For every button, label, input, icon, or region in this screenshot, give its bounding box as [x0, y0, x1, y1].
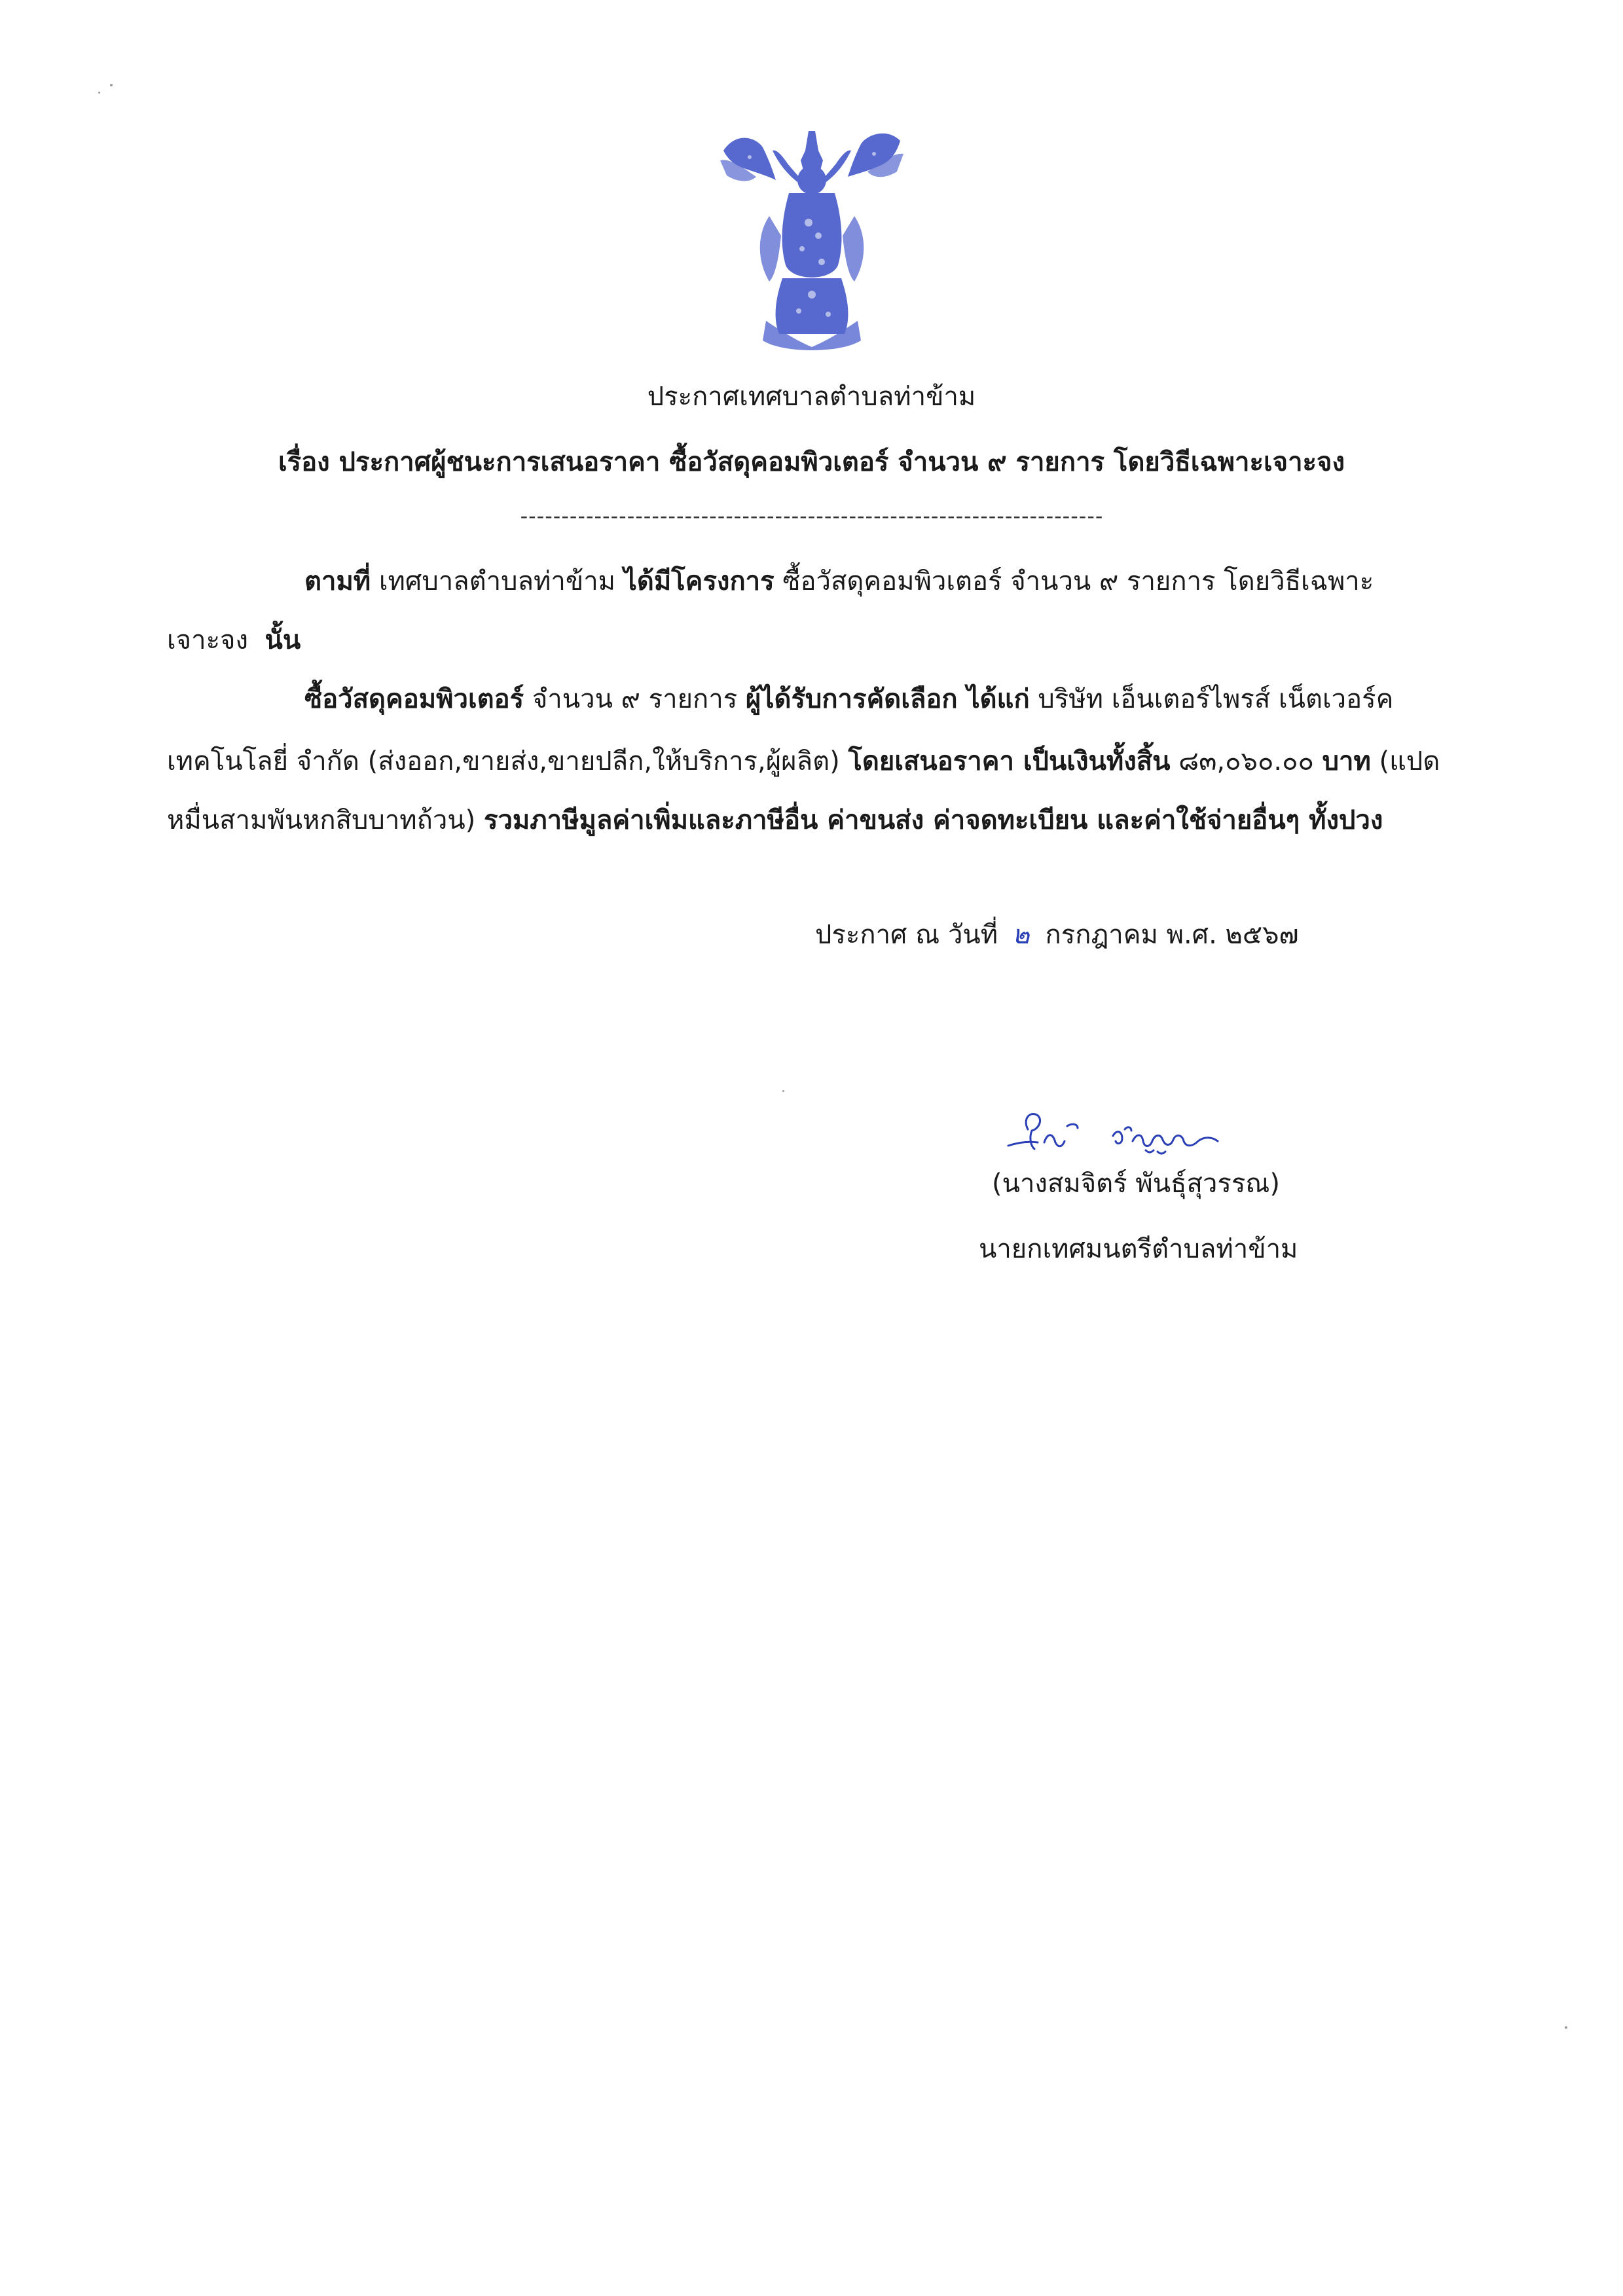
scan-speck [1565, 2026, 1567, 2029]
divider-line: ----------------------------------------------------------------------- [520, 503, 1104, 528]
announcement-date [815, 917, 1299, 953]
p1-part1: เทศบาลตำบลท่าข้าม [371, 566, 624, 596]
garuda-emblem-icon [710, 124, 913, 360]
subject-label: เรื่อง [278, 447, 330, 477]
p2-part1: จำนวน ๙ รายการ [524, 684, 746, 714]
scan-speck [98, 92, 100, 94]
p2-line2-amount: ๘๓,๐๖๐.๐๐ [1170, 746, 1322, 776]
p1-part2: ซื้อวัสดุคอมพิวเตอร์ จำนวน ๙ รายการ โดยวิธีเฉพาะ [774, 566, 1374, 596]
subject-text: ประกาศผู้ชนะการเสนอราคา ซื้อวัสดุคอมพิวเตอร์ จำนวน ๙ รายการ โดยวิธีเฉพาะเจาะจง [338, 447, 1345, 477]
p2-part2: บริษัท เอ็นเตอร์ไพรส์ เน็ตเวอร์ค [1029, 684, 1394, 714]
p2-line2-part1: เทคโนโลยี่ จำกัด (ส่งออก,ขายส่ง,ขายปลีก,ให้บริการ,ผู้ผลิต) [167, 746, 848, 776]
signer-name: (นางสมจิตร์ พันธุ์สุวรรณ) [992, 1169, 1281, 1199]
p1-bold: ได้มีโครงการ [623, 566, 775, 596]
paragraph-2-line-2 [167, 743, 1440, 780]
paragraph-1-line-2 [167, 622, 301, 659]
document-title: ประกาศเทศบาลตำบลท่าข้าม [647, 382, 976, 412]
p2-line2-end: (แปด [1370, 746, 1440, 776]
scan-speck [782, 1090, 784, 1092]
signer-position: นายกเทศมนตรีตำบลท่าข้าม [979, 1234, 1298, 1264]
scan-speck [110, 84, 113, 86]
paragraph-1-line-1 [304, 563, 1374, 600]
announcement-day: ๒ [1012, 920, 1030, 950]
p1-end: นั้น [264, 625, 301, 655]
p2-line3-bold: รวมภาษีมูลค่าเพิ่มและภาษีอื่น ค่าขนส่ง ค่าจดทะเบียน และค่าใช้จ่ายอื่นๆ ทั้งปวง [483, 805, 1383, 835]
p1-lead: ตามที่ [304, 566, 371, 596]
p2-line2-bold: โดยเสนอราคา เป็นเงินทั้งสิ้น [848, 746, 1171, 776]
announcement-prefix: ประกาศ ณ วันที่ [815, 920, 998, 950]
announcement-month-year: กรกฎาคม พ.ศ. ๒๕๖๗ [1045, 920, 1299, 950]
p2-lead: ซื้อวัสดุคอมพิวเตอร์ [304, 684, 524, 714]
paragraph-2-line-1 [304, 681, 1393, 718]
p2-line3-part1: หมื่นสามพันหกสิบบาทถ้วน) [167, 805, 484, 835]
p2-bold1: ผู้ได้รับการคัดเลือก ได้แก่ [745, 684, 1030, 714]
paragraph-2-line-3 [167, 802, 1383, 839]
handwritten-signature [982, 1090, 1257, 1169]
p2-line2-baht: บาท [1322, 746, 1371, 776]
document-subject [0, 444, 1623, 481]
p1-line2: เจาะจง [167, 625, 249, 655]
